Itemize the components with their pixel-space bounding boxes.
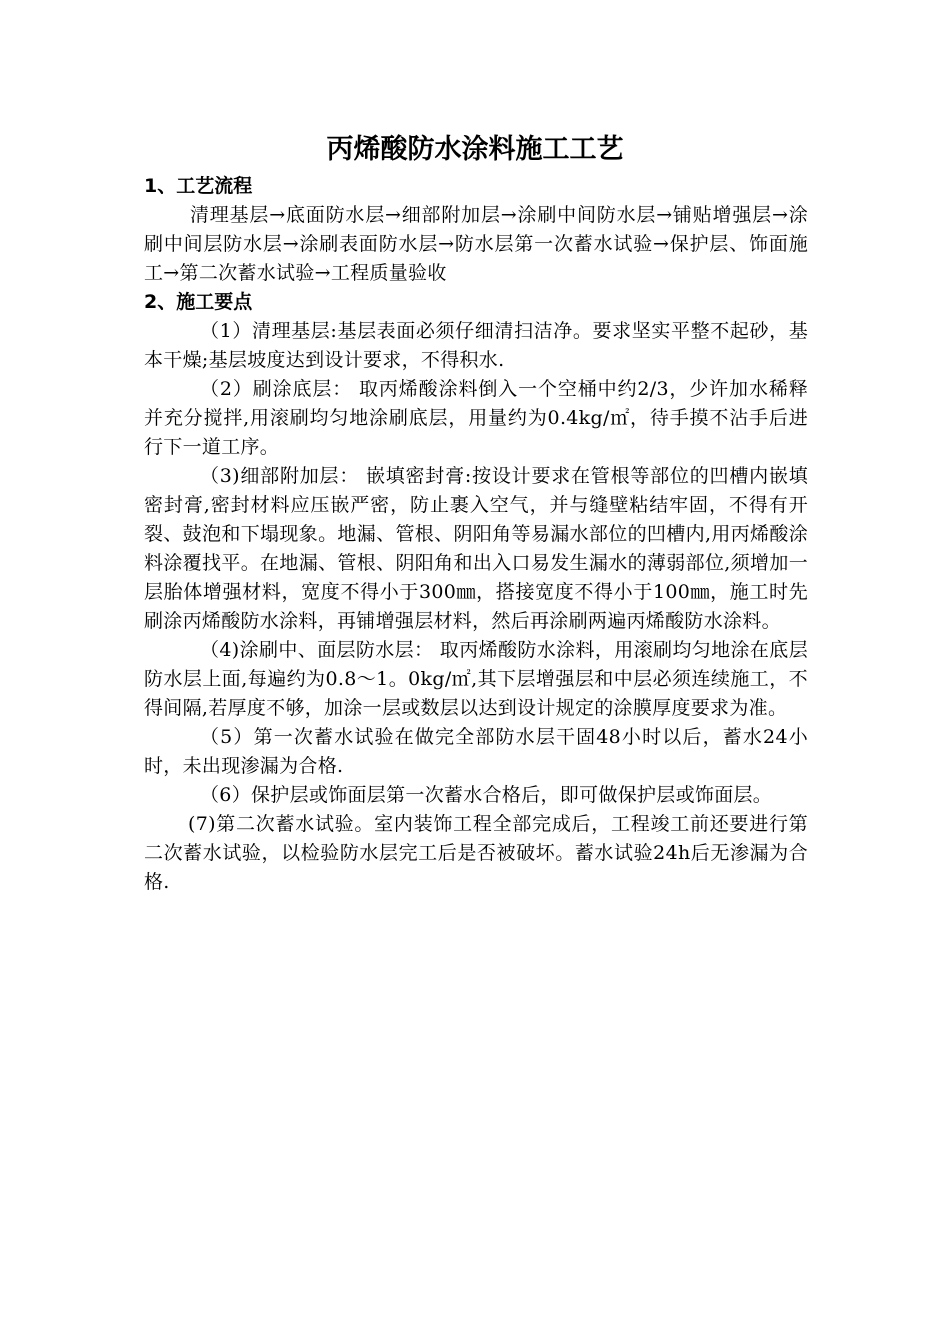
section-construction-points — [144, 288, 808, 897]
point-paragraph: （1）清理基层:基层表面必须仔细清扫洁净。要求坚实平整不起砂，基本干燥;基层坡度达到设计要求，不得积水. — [144, 320, 808, 371]
section-heading: 2、施工要点 — [144, 291, 253, 313]
point-paragraph: （6）保护层或饰面层第一次蓄水合格后，即可做保护层或饰面层。 — [200, 784, 773, 806]
point-paragraph: （5）第一次蓄水试验在做完全部防水层干固48小时以后，蓄水24小时，未出现渗漏为合格. — [144, 726, 808, 777]
point-paragraph: (7)第二次蓄水试验。室内装饰工程全部完成后，工程竣工前还要进行第二次蓄水试验，以检验防水层完工后是否被破坏。蓄水试验24h后无渗漏为合格. — [144, 813, 808, 893]
point-paragraph: （4)涂刷中、面层防水层： 取丙烯酸防水涂料，用滚刷均匀地涂在底层防水层上面,每遍约为0.8～1。0kg/㎡,其下层增强层和中层必须连续施工，不得间隔,若厚度不够，加涂一层或数层以达到设计规定的涂膜厚度要求为准。 — [144, 639, 808, 719]
section-heading: 1、工艺流程 — [144, 175, 253, 197]
point-paragraph: （2）刷涂底层： 取丙烯酸涂料倒入一个空桶中约2/3，少许加水稀释并充分搅拌,用滚刷均匀地涂刷底层，用量约为0.4kg/㎡，待手摸不沾手后进行下一道工序。 — [144, 378, 808, 458]
document-title: 丙烯酸防水涂料施工工艺 — [326, 134, 624, 165]
document-body — [144, 172, 808, 897]
point-paragraph: （3)细部附加层： 嵌填密封膏:按设计要求在管根等部位的凹槽内嵌填密封膏,密封材料应压嵌严密，防止裹入空气，并与缝壁粘结牢固，不得有开裂、鼓泡和下塌现象。地漏、管根、阴阳角等易漏水部位的凹槽内,用丙烯酸涂料涂覆找平。在地漏、管根、阴阳角和出入口易发生漏水的薄弱部位,须增加一层胎体增强材料，宽度不得小于300㎜，搭接宽度不得小于100㎜，施工时先刷涂丙烯酸防水涂料，再铺增强层材料，然后再涂刷两遍丙烯酸防水涂料。 — [144, 465, 808, 632]
process-flow-paragraph: 清理基层→底面防水层→细部附加层→涂刷中间防水层→铺贴增强层→涂刷中间层防水层→涂刷表面防水层→防水层第一次蓄水试验→保护层、饰面施工→第二次蓄水试验→工程质量验收 — [144, 204, 808, 284]
section-process-flow — [144, 172, 808, 288]
